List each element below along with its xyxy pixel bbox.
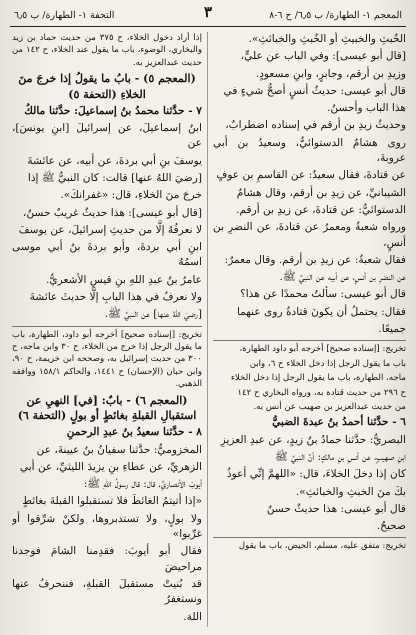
- text-line: أيوبَ الأنصاريِّ، قال: قال رسولُ اللهِ ﷺ:: [83, 478, 202, 491]
- text-line: فقال: يحتملُ أن يكونَ قتادةُ روى عنهما: [236, 305, 406, 318]
- text-line: فقال شعبةُ: عن زيدِ بن أرقم. وقال معمرٌ:: [224, 253, 406, 266]
- text-line: وحديثُ زيدِ بن أرقم في إسناده اضطرابٌ،: [225, 119, 406, 132]
- text-line: البصريُّ: حدَّثنا حمادُ بنُ زيدٍ، عن عبدِ العزيزِ: [220, 433, 406, 446]
- takhrij-notes-7: [12, 326, 202, 391]
- note-line: تخريج: [إسناده صحيح] أخرجه أبو داود، الطهارة، باب ما يقول الرجل إذا خرج من الخلاء، ح ٣٠ وابن ماجه، ح ٣٠٠ من حديث إسرائيل به، وصححه ابن خزيمة، ح ٩٠، وابن حبان (الإحسان) ح ١٤٤١، والحاكم ١٥٨/١ ووافقه الذهبي.: [12, 329, 202, 390]
- text-line: «إذا أتيتمُ الغائطَ فلا تستقبلوا القبلةَ بغائطٍ: [22, 495, 202, 508]
- text-line: [رضيَ اللهُ عنها] عن النبيِّ ﷺ.: [104, 308, 202, 321]
- text-line: وزيدِ بن أرقم، وجابرٍ، وابنِ مسعودٍ.: [255, 67, 406, 80]
- header-right-reference: المعجم ١- الطهارة/ ب ٦٫٥/ ح ٦-٨: [269, 10, 402, 21]
- text-line: صحيحٌ.: [376, 520, 406, 533]
- note-line: ح ٢٩٦ من حديث قتادة به، ورواه البخاري ح ١٤٢: [237, 387, 406, 398]
- continued-note: إذا أراد دخول الخلاء، ح ٣٧٥ من حديث حماد بن زيد والبخاري، الوضوء، باب ما يقول عند الخلاء، ح ١٤٢ من حديث عبدالعزيز به.: [12, 33, 202, 68]
- text-line: لا نعرفُهُ إلَّا من حديثِ إسرائيلَ، عن يوسفَ: [18, 223, 202, 236]
- text-line: قد بُنيتْ مستقبلَ القبلةِ، فننحرفُ عنها ونستغفرُ: [12, 577, 202, 606]
- text-line: ورواه شعبةُ ومعمرٌ عن قتادةَ، عن النضرِ بن أنسٍ،: [213, 221, 406, 249]
- note-line: من حديث عبدالعزيز بن صهيب عن أنس به.: [253, 401, 406, 412]
- hadith-6-heading: ٦ - حدَّثنا أحمدُ بنُ عبدةَ الضبيُّ: [272, 416, 406, 429]
- chapter-6-title: (المعجم ٦) - بابٌ: [في] النهيِ عن استقبالِ القبلةِ بغائطٍ أو بولٍ (التحفة ٦): [17, 393, 197, 422]
- text-line: [قال أبو عيسى]: وفي الباب عن عليٍّ،: [240, 50, 406, 63]
- text-line: الدستوائيُّ: عن قتادةَ، عن زيدِ بن أرقم.: [236, 203, 406, 216]
- right-column: [213, 32, 406, 629]
- text-line: المخزوميُّ: حدَّثنا سفيانُ بنُ عيينةَ، عن: [36, 443, 202, 456]
- text-line: ابنُ إسماعيلَ، عن إسرائيلَ [ابنِ يونسَ]، عن: [12, 122, 202, 150]
- text-line: ولا بولٍ، ولا تستدبروها، ولكنْ شرِّقوا أو غرِّبوا»: [12, 512, 202, 541]
- column-divider: [207, 32, 208, 627]
- left-column: [12, 32, 202, 629]
- text-line: عن قتادةَ، فقال سعيدٌ: عن القاسمِ بن عوفٍ: [216, 169, 406, 182]
- header-left-reference: التحفة ١- الطهارة/ ب ٦٫٥: [14, 10, 115, 21]
- text-line: كان إذا دخلَ الخلاءَ، قال: «اللهمَّ إنِّي أعوذُ: [226, 468, 406, 481]
- note-line: تخريج: [إسناده صحيح] أخرجه أبو داود الطهارة،: [239, 344, 406, 355]
- text-line: بكَ منَ الخبثِ والخبائثِ».: [295, 485, 406, 498]
- text-line: عامرُ بنُ عبدِ اللهِ بنِ قيسٍ الأشعريُّ.: [46, 273, 202, 286]
- text-line: قال أبو عيسى: هذا حديثٌ حسنٌ: [266, 502, 406, 515]
- note-line: تخريج: متفق عليه، مسلم، الحيض، باب ما يقول: [238, 541, 406, 552]
- hadith-8-heading: ٨ - حدَّثنا سعيدُ بنُ عبدِ الرحمنِ: [66, 426, 202, 439]
- text-line: جميعًا.: [378, 323, 406, 336]
- note-line: باب ما يقول الرجل إذا دخل الخلاء ح ٦، وابن: [249, 358, 406, 369]
- text-line: هذا الباب وأحسنُ.: [327, 102, 406, 115]
- text-line: قال أبو عيسى: حديثُ أنسٍ أصحُّ شيءٍ في: [223, 84, 406, 97]
- takhrij-notes-6: [213, 537, 406, 552]
- text-line: خرجَ منَ الخلاءِ، قال: «غفرانكَ».: [60, 189, 202, 202]
- text-line: قال أبو عيسى: سألتُ محمدًا عن هذا؟: [240, 288, 406, 301]
- page-number: ٣: [203, 3, 213, 21]
- text-line: [رضيَ اللهُ عنها] قالت: كان النبيُّ ﷺ إذا: [27, 172, 202, 184]
- text-line: ابنِ صهيبٍ، عن أنسِ بنِ مالكٍ: أنَّ النبيَّ ﷺ: [275, 450, 406, 463]
- text-line: الزهريِّ، عن عطاءِ بنِ يزيدَ الليثيِّ، عن أبي: [19, 460, 202, 473]
- text-line: فقال أبو أيوبَ: فقدِمنا الشامَ فوجدنا مراحيضَ: [12, 545, 202, 573]
- text-line: اللهَ.: [183, 610, 202, 623]
- page-header: [10, 3, 406, 27]
- takhrij-notes-5: [213, 340, 406, 413]
- text-line: عن النضرِ بن أنسٍ، عن أبيه عن النبيِّ ﷺ.: [279, 271, 406, 284]
- text-line: [قال أبو عيسى]: هذا حديثٌ غريبٌ حسنٌ،: [23, 206, 202, 219]
- chapter-5-title: (المعجم ٥) - بابُ ما يقولُ إذا خرجَ منَ الخلاءِ (التحفة ٥): [18, 72, 196, 101]
- text-line: يوسفَ بنِ أبي بردةَ، عن أبيه، عن عائشةَ: [27, 154, 202, 167]
- text-line: روى هشامٌ الدستوائيُّ، وسعيدُ بن أبي عروبةَ،: [213, 136, 406, 165]
- hadith-7-heading: ٧ - حدَّثنا محمدُ بنُ إسماعيلَ: حدَّثنا مالكُ: [24, 104, 202, 117]
- note-line: ماجه، الطهارة، باب ما يقول الرجل إذا دخل الخلاء: [230, 373, 406, 384]
- text-line: ابنِ أبي بردةَ، وأبو بردةَ بنُ أبي موسى اسمُهُ: [12, 241, 202, 269]
- text-line: الشيبانيِّ، عن زيدِ بن أرقم، وقال هشامٌ: [236, 186, 406, 199]
- text-line: ولا نعرفُ في هذا البابِ إلَّا حديثَ عائشةَ: [29, 291, 202, 304]
- text-line: الخُبثِ والخبيثِ أو الخُبثِ والخبائثِ».: [248, 33, 406, 45]
